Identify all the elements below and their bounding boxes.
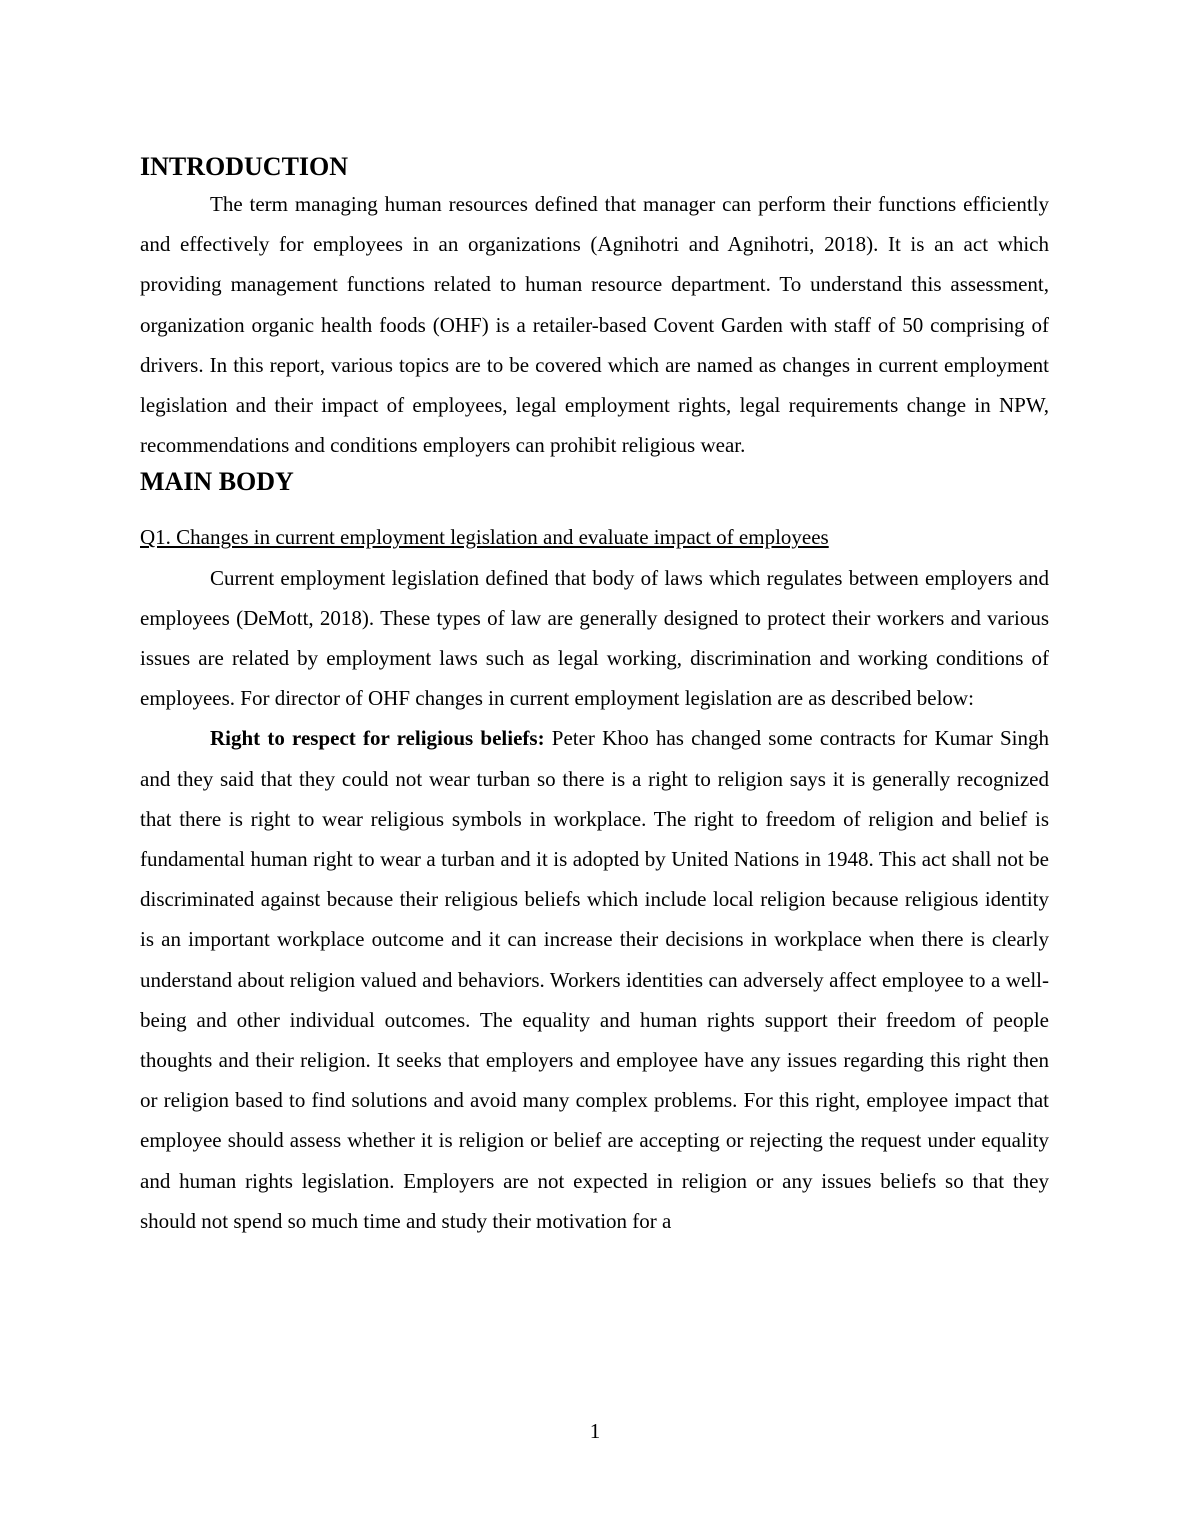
religious-beliefs-lead: Right to respect for religious beliefs: bbox=[210, 726, 545, 751]
q1-paragraph: Current employment legislation defined that body of laws which regulates between employers and employees (DeMott, 2018). These types of law are generally designed to protect their workers and various issues are related by employment laws such as legal working, discrimination and working conditions of employees. For director of OHF changes in current employment legislation are as described below: bbox=[140, 565, 1049, 711]
religious-beliefs-text: Peter Khoo has changed some contracts for Kumar Singh and they said that they could not wear turban so there is a right to religion says it is generally recognized that there is right to wear religious symbols in workplace. The right to freedom of religion and belief is fundamental human right to wear a turban and it is adopted by United Nations in 1948. This act shall not be discriminated against because their religious beliefs which include local religion because religious identity is an important workplace outcome and it can increase their decisions in workplace when there is clearly understand about religion valued and behaviors. Workers identities can adversely affect employee to a well-being and other individual outcomes. The equality and human rights support their freedom of people thoughts and their religion. It seeks that employers and employee have any issues regarding this right then or religion based to find solutions and avoid many complex problems. For this right, employee impact that employee should assess whether it is religion or belief are accepting or rejecting the request under equality and human rights legislation. Employers are not expected in religion or any issues beliefs so that they should not spend so much time and study their motivation for a bbox=[140, 726, 1049, 1233]
introduction-paragraph: The term managing human resources defined that manager can perform their functions efficiently and effectively for employees in an organizations (Agnihotri and Agnihotri, 2018). It is an act which providing management functions related to human resource department. To understand this assessment, organization organic health foods (OHF) is a retailer-based Covent Garden with staff of 50 comprising of drivers. In this report, various topics are to be covered which are named as changes in current employment legislation and their impact of employees, legal employment rights, legal requirements change in NPW, recommendations and conditions employers can prohibit religious wear. bbox=[140, 192, 1049, 458]
religious-beliefs-paragraph bbox=[140, 718, 1049, 1241]
page-content bbox=[140, 150, 1049, 1241]
introduction-heading: INTRODUCTION bbox=[140, 152, 349, 181]
page-number: 1 bbox=[589, 1419, 601, 1443]
main-body-heading: MAIN BODY bbox=[140, 467, 294, 497]
q1-subheading: Q1. Changes in current employment legislation and evaluate impact of employees bbox=[140, 525, 829, 550]
